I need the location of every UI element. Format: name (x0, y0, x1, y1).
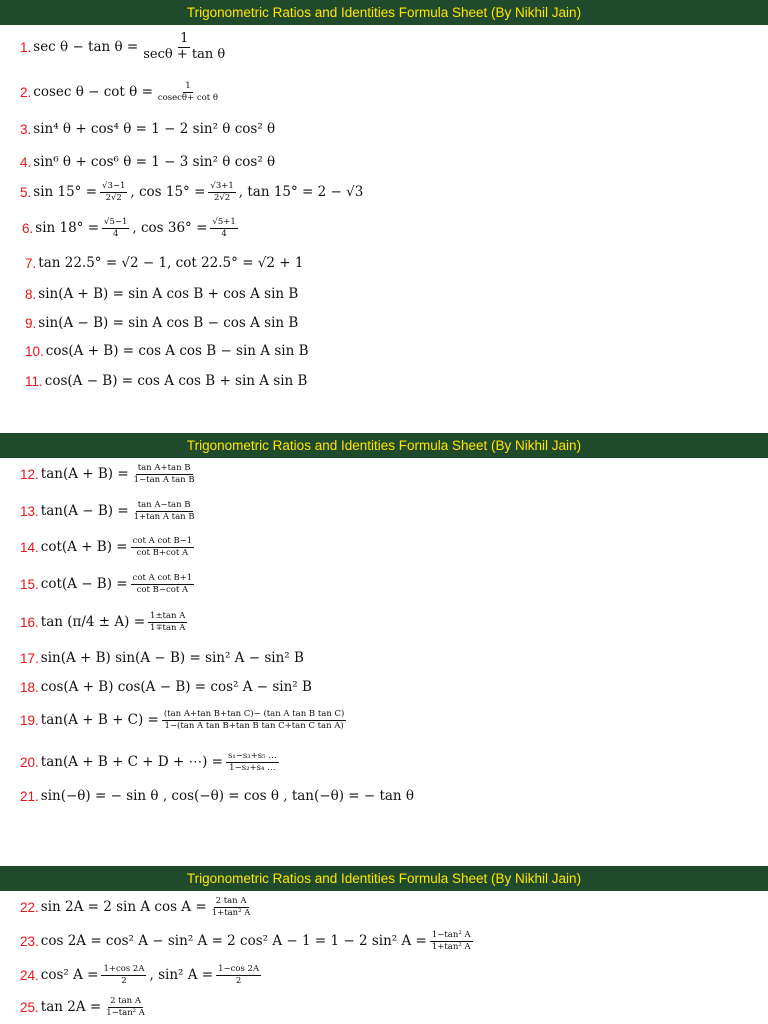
formula-lhs: sin 2A = 2 sin A cos A = (40, 899, 207, 916)
formula-text: sin⁴ θ + cos⁴ θ = 1 − 2 sin² θ cos² θ (33, 121, 276, 137)
formula-22 (20, 896, 255, 918)
formula-24 (20, 964, 264, 986)
formula-number: 21. (20, 788, 39, 804)
fraction (132, 463, 197, 485)
formula-23 (20, 930, 476, 952)
fraction (148, 611, 187, 633)
numerator: tan A+tan B (137, 463, 191, 473)
formula-number: 2. (20, 84, 32, 100)
section-banner-1 (0, 0, 768, 25)
formula-number: 9. (25, 315, 37, 331)
numerator: 1−tan² A (431, 930, 471, 940)
formula-21 (20, 788, 414, 804)
fraction (156, 81, 220, 103)
formula-number: 12. (20, 466, 39, 482)
formula-lhs: cot(A − B) = (40, 576, 128, 593)
denominator: 1−tan² A (106, 1007, 145, 1018)
banner-title: Trigonometric Ratios and Identities Formula Sheet (By Nikhil Jain) (186, 438, 582, 453)
formula-text: sin(A − B) = sin A cos B − cos A sin B (38, 315, 299, 331)
fraction (131, 573, 195, 595)
numerator: √3+1 (210, 181, 234, 191)
formula-lhs: tan(A + B + C + D + ⋯) = (40, 754, 223, 771)
formula-17 (20, 650, 304, 666)
numerator: tan A−tan B (137, 500, 191, 510)
formula-lhs: tan(A − B) = (40, 503, 129, 520)
denominator: 2 (121, 975, 127, 986)
fraction (100, 181, 127, 203)
formula-text: cos(A + B) = cos A cos B − sin A sin B (45, 343, 309, 359)
numerator: 1−cos 2A (218, 964, 260, 974)
numerator: 2 tan A (110, 996, 142, 1006)
formula-mid: , cos 15° = (130, 184, 206, 201)
fraction (101, 964, 146, 986)
formula-number: 11. (25, 373, 43, 389)
banner-title: Trigonometric Ratios and Identities Formula Sheet (By Nikhil Jain) (186, 871, 582, 886)
formula-20 (20, 751, 282, 773)
fraction (216, 964, 261, 986)
denominator: 4 (221, 228, 227, 239)
formula-lhs: tan 2A = (40, 999, 102, 1016)
formula-text: sin(−θ) = − sin θ , cos(−θ) = cos θ , tan(−θ) = − tan θ (40, 788, 415, 804)
formula-number: 24. (20, 967, 39, 983)
denominator: 2√2 (213, 192, 231, 203)
banner-title: Trigonometric Ratios and Identities Formula Sheet (By Nikhil Jain) (186, 5, 582, 20)
formula-number: 23. (20, 933, 39, 949)
fraction (162, 709, 346, 731)
formula-number: 19. (20, 712, 39, 728)
formula-lhs: cot(A + B) = (40, 539, 128, 556)
formula-2 (20, 81, 223, 103)
denominator: 1+tan² A (431, 941, 471, 952)
numerator: √5−1 (104, 217, 128, 227)
fraction (430, 930, 473, 952)
numerator: 1 (180, 31, 189, 46)
fraction (104, 996, 147, 1018)
formula-text: cos(A − B) = cos A cos B + sin A sin B (44, 373, 308, 389)
formula-lhs: tan(A + B + C) = (40, 712, 159, 729)
formula-number: 10. (25, 343, 44, 359)
formula-number: 6. (22, 220, 34, 236)
denominator: 1+tan² A (211, 907, 251, 918)
formula-5 (20, 181, 363, 203)
formula-tail: , tan 15° = 2 − √3 (238, 184, 364, 201)
formula-7 (25, 255, 303, 271)
denominator: 1∓tan A (150, 622, 186, 633)
formula-lhs: sin 15° = (33, 184, 98, 201)
denominator: 2 (235, 975, 242, 986)
formula-10 (25, 343, 308, 359)
formula-15 (20, 573, 197, 595)
formula-text: tan 22.5° = √2 − 1, cot 22.5° = √2 + 1 (38, 255, 304, 271)
denominator: secθ + tan θ (143, 46, 226, 62)
formula-number: 25. (20, 999, 39, 1015)
formula-number: 7. (25, 255, 37, 271)
numerator: √3−1 (102, 181, 126, 191)
fraction (210, 896, 253, 918)
numerator: √5+1 (212, 217, 236, 227)
denominator: cot B−cot A (136, 584, 189, 595)
denominator: 1+tan A tan B (133, 511, 195, 522)
formula-12 (20, 463, 200, 485)
numerator: cot A cot B−1 (132, 536, 193, 546)
formula-mid: , sin² A = (149, 967, 214, 984)
fraction (226, 751, 279, 773)
denominator: cot B+cot A (136, 547, 189, 558)
denominator: 2√2 (105, 192, 122, 203)
formula-number: 22. (20, 899, 39, 915)
formula-lhs: sec θ − tan θ = (33, 39, 139, 56)
fraction (210, 217, 237, 239)
formula-lhs: cos² A = (40, 967, 99, 984)
numerator: 2 tan A (215, 896, 247, 906)
formula-number: 17. (20, 650, 39, 666)
denominator: 1−tan A tan B (133, 474, 195, 485)
formula-number: 4. (20, 154, 32, 170)
formula-lhs: tan(A + B) = (40, 466, 129, 483)
denominator: 1−s₂+s₄ … (229, 762, 276, 773)
formula-16 (20, 611, 190, 633)
formula-number: 5. (20, 184, 32, 200)
formula-text: cos(A + B) cos(A − B) = cos² A − sin² B (40, 679, 312, 695)
formula-text: sin(A + B) = sin A cos B + cos A sin B (38, 286, 299, 302)
formula-4 (20, 154, 275, 170)
formula-number: 16. (20, 614, 39, 630)
formula-11 (25, 373, 307, 389)
fraction (131, 536, 195, 558)
formula-mid: , cos 36° = (132, 220, 208, 237)
numerator: 1+cos 2A (103, 964, 145, 974)
formula-text: sin(A + B) sin(A − B) = sin² A − sin² B (40, 650, 304, 666)
formula-number: 20. (20, 754, 39, 770)
denominator: 4 (113, 228, 119, 239)
numerator: cot A cot B+1 (132, 573, 193, 583)
numerator: s₁−s₃+s₅ … (228, 751, 277, 761)
formula-19 (20, 709, 349, 731)
formula-18 (20, 679, 312, 695)
fraction (102, 217, 129, 239)
numerator: 1±tan A (150, 611, 186, 621)
formula-13 (20, 500, 200, 522)
formula-25 (20, 996, 150, 1018)
numerator: (tan A+tan B+tan C)− (tan A tan B tan C) (163, 709, 345, 719)
formula-number: 3. (20, 121, 32, 137)
formula-number: 1. (20, 39, 32, 55)
numerator: 1 (185, 81, 191, 91)
formula-text: sin⁶ θ + cos⁶ θ = 1 − 3 sin² θ cos² θ (33, 154, 276, 170)
fraction (141, 32, 227, 63)
formula-lhs: cosec θ − cot θ = (33, 84, 153, 101)
formula-8 (25, 286, 298, 302)
formula-lhs: sin 18° = (35, 220, 100, 237)
formula-3 (20, 121, 275, 137)
section-banner-2 (0, 433, 768, 458)
formula-6 (22, 217, 241, 239)
denominator: 1−(tan A tan B+tan B tan C+tan C tan A) (164, 720, 344, 731)
formula-number: 8. (25, 286, 37, 302)
section-banner-3 (0, 866, 768, 891)
formula-number: 14. (20, 539, 39, 555)
formula-lhs: cos 2A = cos² A − sin² A = 2 cos² A − 1 = 1 − 2 sin² A = (40, 933, 427, 950)
formula-14 (20, 536, 197, 558)
denominator: cosecθ+ cot θ (157, 92, 218, 103)
fraction (132, 500, 197, 522)
formula-lhs: tan (π/4 ± A) = (40, 614, 146, 631)
formula-1 (20, 32, 230, 63)
formula-number: 18. (20, 679, 39, 695)
fraction (208, 181, 235, 203)
formula-number: 13. (20, 503, 39, 519)
formula-number: 15. (20, 576, 39, 592)
formula-9 (25, 315, 298, 331)
